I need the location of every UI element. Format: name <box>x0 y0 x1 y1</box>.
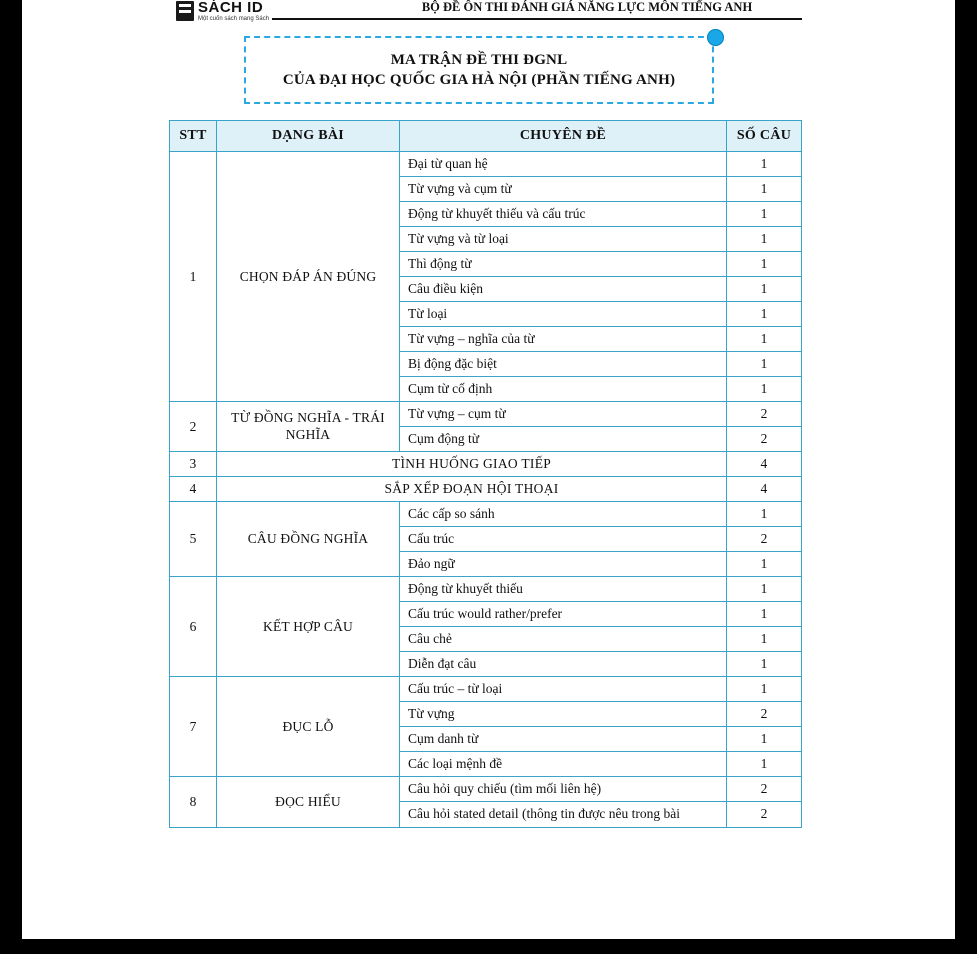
cell-chuyen-de: Từ vựng và từ loại <box>400 227 727 252</box>
cell-so-cau: 1 <box>727 502 802 527</box>
logo-text <box>198 0 269 22</box>
cell-stt: 7 <box>170 677 217 777</box>
header-title: BỘ ĐỀ ÔN THI ĐÁNH GIÁ NĂNG LỰC MÔN TIẾNG ANH <box>421 0 753 14</box>
cell-chuyen-de: Diễn đạt câu <box>400 652 727 677</box>
cell-so-cau: 1 <box>727 727 802 752</box>
cell-chuyen-de: Từ vựng – nghĩa của từ <box>400 327 727 352</box>
cell-so-cau: 1 <box>727 277 802 302</box>
table-row <box>170 677 802 702</box>
cell-so-cau: 1 <box>727 252 802 277</box>
cell-stt: 4 <box>170 477 217 502</box>
cell-so-cau: 2 <box>727 527 802 552</box>
cell-chuyen-de: Cấu trúc – từ loại <box>400 677 727 702</box>
cell-so-cau: 2 <box>727 427 802 452</box>
exam-matrix-table <box>169 120 802 828</box>
cell-chuyen-de: Cụm động từ <box>400 427 727 452</box>
cell-dang-bai: TỪ ĐỒNG NGHĨA - TRÁI NGHĨA <box>217 402 400 452</box>
table-row <box>170 152 802 177</box>
letterbox-left <box>0 0 22 954</box>
table-header-row <box>170 121 802 152</box>
logo-name: SÁCH ID <box>198 0 264 16</box>
table-row <box>170 777 802 802</box>
cell-so-cau: 1 <box>727 552 802 577</box>
letterbox-bottom <box>0 939 977 954</box>
cell-so-cau: 2 <box>727 802 802 828</box>
title-banner <box>244 36 714 104</box>
banner-line-1: MA TRẬN ĐỀ THI ĐGNL <box>390 51 568 68</box>
cell-so-cau: 1 <box>727 152 802 177</box>
cell-dang-bai: ĐỌC HIỂU <box>217 777 400 828</box>
cell-chuyen-de: Câu hỏi quy chiếu (tìm mối liên hệ) <box>400 777 727 802</box>
table-row <box>170 452 802 477</box>
cell-so-cau: 2 <box>727 777 802 802</box>
cell-chuyen-de: Các loại mệnh đề <box>400 752 727 777</box>
publisher-logo <box>176 0 269 22</box>
cell-dang-bai: TÌNH HUỐNG GIAO TIẾP <box>217 452 727 477</box>
cell-so-cau: 4 <box>727 452 802 477</box>
cell-stt: 1 <box>170 152 217 402</box>
cell-chuyen-de: Cụm danh từ <box>400 727 727 752</box>
column-header-stt: STT <box>170 121 217 152</box>
table-body <box>170 152 802 828</box>
cell-chuyen-de: Câu hỏi stated detail (thông tin được nêu trong bài <box>400 802 727 828</box>
banner-line-2: CỦA ĐẠI HỌC QUỐC GIA HÀ NỘI (PHẦN TIẾNG ANH) <box>282 71 676 88</box>
cell-stt: 8 <box>170 777 217 828</box>
cell-so-cau: 1 <box>727 577 802 602</box>
header-divider <box>272 18 802 20</box>
cell-chuyen-de: Đại từ quan hệ <box>400 152 727 177</box>
document-header <box>176 0 802 26</box>
cell-dang-bai: ĐỤC LỖ <box>217 677 400 777</box>
cell-so-cau: 1 <box>727 327 802 352</box>
table-row <box>170 577 802 602</box>
book-icon <box>176 1 194 21</box>
column-header-chuyen-de: CHUYÊN ĐỀ <box>400 121 727 152</box>
logo-tagline: Một cuốn sách mang Sách <box>198 16 270 22</box>
cell-so-cau: 1 <box>727 177 802 202</box>
cell-so-cau: 1 <box>727 377 802 402</box>
table-row <box>170 477 802 502</box>
cell-so-cau: 2 <box>727 402 802 427</box>
cell-chuyen-de: Câu điều kiện <box>400 277 727 302</box>
cell-chuyen-de: Cấu trúc <box>400 527 727 552</box>
cell-stt: 6 <box>170 577 217 677</box>
cell-chuyen-de: Từ vựng – cụm từ <box>400 402 727 427</box>
cell-so-cau: 1 <box>727 602 802 627</box>
cell-chuyen-de: Động từ khuyết thiếu và cấu trúc <box>400 202 727 227</box>
cell-stt: 2 <box>170 402 217 452</box>
cell-so-cau: 1 <box>727 627 802 652</box>
letterbox-right <box>955 0 977 954</box>
column-header-dang-bai: DẠNG BÀI <box>217 121 400 152</box>
cell-chuyen-de: Thì động từ <box>400 252 727 277</box>
cell-chuyen-de: Bị động đặc biệt <box>400 352 727 377</box>
table-row <box>170 402 802 427</box>
cell-chuyen-de: Động từ khuyết thiếu <box>400 577 727 602</box>
cell-so-cau: 1 <box>727 302 802 327</box>
cell-stt: 5 <box>170 502 217 577</box>
cell-chuyen-de: Từ vựng và cụm từ <box>400 177 727 202</box>
cell-dang-bai: CHỌN ĐÁP ÁN ĐÚNG <box>217 152 400 402</box>
cell-stt: 3 <box>170 452 217 477</box>
cell-so-cau: 1 <box>727 227 802 252</box>
cell-so-cau: 1 <box>727 652 802 677</box>
cell-dang-bai: CÂU ĐỒNG NGHĨA <box>217 502 400 577</box>
cell-so-cau: 1 <box>727 202 802 227</box>
cell-chuyen-de: Cấu trúc would rather/prefer <box>400 602 727 627</box>
cell-chuyen-de: Từ vựng <box>400 702 727 727</box>
cell-chuyen-de: Đảo ngữ <box>400 552 727 577</box>
cell-dang-bai: KẾT HỢP CÂU <box>217 577 400 677</box>
column-header-so-cau: SỐ CÂU <box>727 121 802 152</box>
cell-so-cau: 1 <box>727 752 802 777</box>
cell-so-cau: 4 <box>727 477 802 502</box>
table-row <box>170 502 802 527</box>
cell-chuyen-de: Câu chẻ <box>400 627 727 652</box>
cell-so-cau: 2 <box>727 702 802 727</box>
cell-chuyen-de: Từ loại <box>400 302 727 327</box>
cell-chuyen-de: Các cấp so sánh <box>400 502 727 527</box>
cell-so-cau: 1 <box>727 352 802 377</box>
banner-accent-dot <box>707 29 724 46</box>
cell-chuyen-de: Cụm từ cố định <box>400 377 727 402</box>
cell-dang-bai: SẮP XẾP ĐOẠN HỘI THOẠI <box>217 477 727 502</box>
cell-so-cau: 1 <box>727 677 802 702</box>
